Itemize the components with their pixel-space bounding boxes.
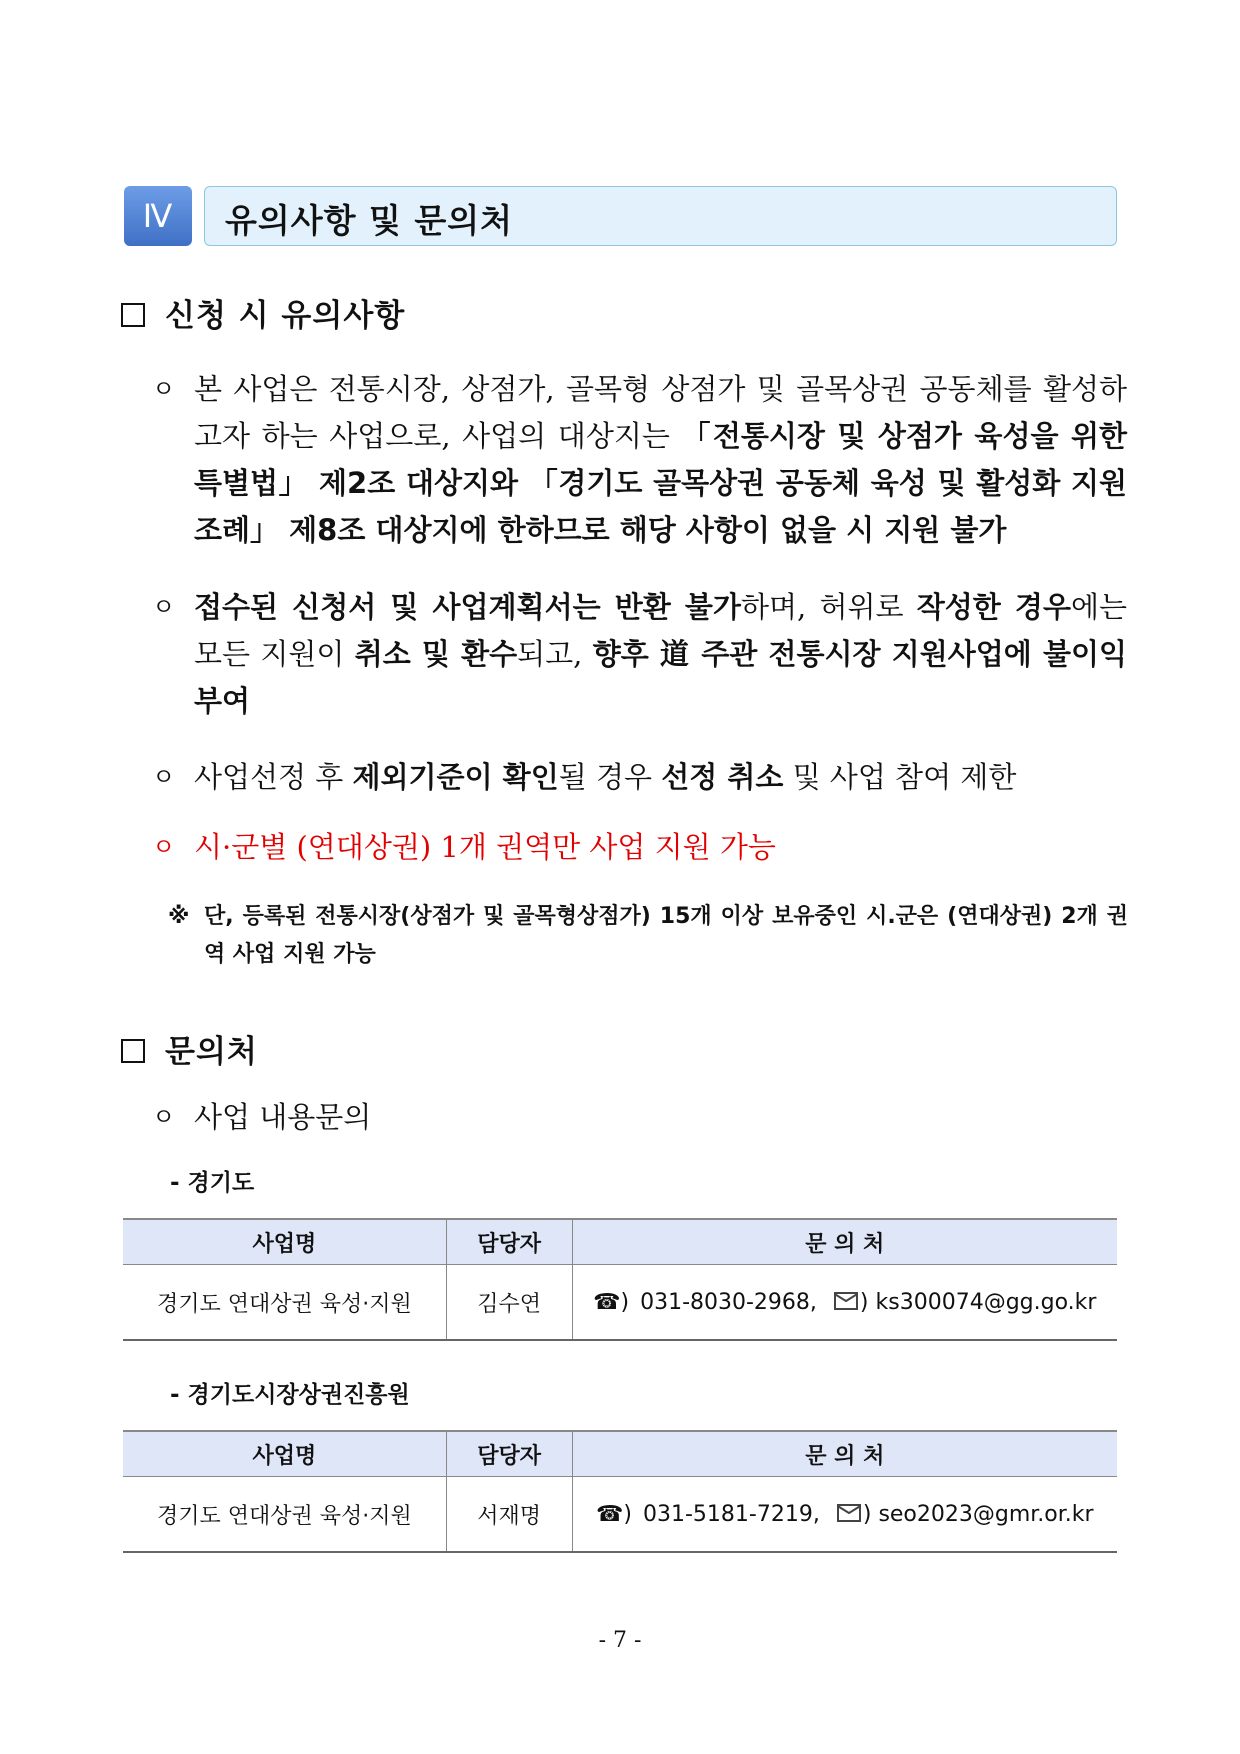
contact-group-label: - 경기도시장상권진흥원	[170, 1382, 410, 1408]
email-bracket: )	[862, 1501, 872, 1527]
bullet-text-emphasis: 「전통시장 및 상점가 육성을 위한 특별법」 제2조 대상지와 「경기도 골목상권 공동체 육성 및 활성화 지원 조례」 제8조 대상지에 한하므로 해당 사항이 없을 시 지원 불가	[194, 419, 1127, 547]
email-bracket: )	[859, 1289, 869, 1315]
bullet-one-area-limit	[152, 824, 1127, 871]
bullet-text-emphasis: 제외기준이 확인	[352, 760, 559, 794]
envelope-icon	[834, 1292, 858, 1310]
table-header-row	[123, 1431, 1117, 1477]
circle-bullet-icon: ㅇ	[152, 833, 176, 861]
phone-number[interactable]: 031-8030-2968,	[640, 1289, 817, 1315]
table-row	[123, 1265, 1117, 1341]
bullet-text-emphasis: 작성한 경우	[916, 590, 1071, 624]
bullet-text: 되고,	[517, 637, 593, 671]
contact-table	[123, 1430, 1117, 1553]
contact-table	[123, 1218, 1117, 1341]
reference-mark-icon: ※	[168, 904, 190, 929]
bullet-text-emphasis: 접수된 신청서 및 사업계획서는 반환 불가	[194, 590, 741, 624]
bullet-text: 사업선정 후	[194, 760, 353, 794]
bullet-target-eligibility	[152, 366, 1127, 554]
contact-cell	[572, 1265, 1117, 1341]
bullet-text: 될 경우	[558, 760, 662, 794]
bullet-text: 사업 내용문의	[194, 1100, 372, 1134]
bullet-text-emphasis: 취소 및 환수	[354, 637, 518, 671]
column-header: 담당자	[446, 1431, 572, 1477]
circle-bullet-icon: ㅇ	[152, 1103, 176, 1131]
bullet-business-inquiry	[152, 1094, 1127, 1141]
column-header: 담당자	[446, 1219, 572, 1265]
bullet-text: 시·군별 (연대상권) 1개 권역만 사업 지원 가능	[194, 830, 776, 864]
bullet-text-emphasis: 향후 道 주관 전통시장 지원사업에 불이익 부여	[194, 637, 1127, 718]
heading-text: 신청 시 유의사항	[165, 298, 406, 334]
bullet-document-return	[152, 584, 1127, 725]
person-cell: 서재명	[446, 1477, 572, 1553]
envelope-icon	[837, 1504, 861, 1522]
square-bullet-icon	[121, 303, 145, 327]
page-number: - 7 -	[598, 1628, 642, 1653]
roman-numeral-badge: Ⅳ	[124, 186, 192, 246]
bullet-text: 에는 모든 지원이	[194, 590, 1127, 671]
circle-bullet-icon: ㅇ	[152, 763, 176, 791]
project-name-cell: 경기도 연대상권 육성·지원	[123, 1265, 446, 1341]
table-header-row	[123, 1219, 1117, 1265]
note-exception	[168, 898, 1128, 974]
table-row	[123, 1477, 1117, 1553]
person-cell: 김수연	[446, 1265, 572, 1341]
contact-cell	[572, 1477, 1117, 1553]
bullet-text-emphasis: 선정 취소	[661, 760, 784, 794]
bullet-text: 및 사업 참여 제한	[783, 760, 1017, 794]
section-title: 유의사항 및 문의처	[225, 201, 514, 240]
column-header: 사업명	[123, 1219, 446, 1265]
phone-icon: ☎)	[593, 1289, 630, 1315]
heading-contacts	[121, 1026, 258, 1071]
circle-bullet-icon: ㅇ	[152, 593, 176, 621]
phone-number[interactable]: 031-5181-7219,	[643, 1501, 820, 1527]
column-header: 사업명	[123, 1431, 446, 1477]
bullet-selection-cancel	[152, 754, 1127, 801]
heading-text: 문의처	[165, 1034, 258, 1070]
note-text: 단, 등록된 전통시장(상점가 및 골목형상점가) 15개 이상 보유중인 시.군은 (연대상권) 2개 권역 사업 지원 가능	[204, 904, 1128, 967]
email-address[interactable]: seo2023@gmr.or.kr	[878, 1501, 1094, 1527]
contact-group-label: - 경기도	[170, 1170, 255, 1196]
circle-bullet-icon: ㅇ	[152, 375, 176, 403]
bullet-text: 본 사업은 전통시장, 상점가, 골목형 상점가 및 골목상권 공동체를 활성하고자 하는 사업으로, 사업의 대상지는	[194, 372, 1127, 453]
project-name-cell: 경기도 연대상권 육성·지원	[123, 1477, 446, 1553]
section-title-box	[204, 186, 1117, 246]
column-header: 문 의 처	[572, 1431, 1117, 1477]
column-header: 문 의 처	[572, 1219, 1117, 1265]
bullet-text: 하며, 허위로	[740, 590, 917, 624]
section-header	[124, 186, 1117, 246]
square-bullet-icon	[121, 1039, 145, 1063]
email-address[interactable]: ks300074@gg.go.kr	[875, 1289, 1097, 1315]
heading-application-notes	[121, 290, 405, 335]
phone-icon: ☎)	[596, 1501, 632, 1527]
